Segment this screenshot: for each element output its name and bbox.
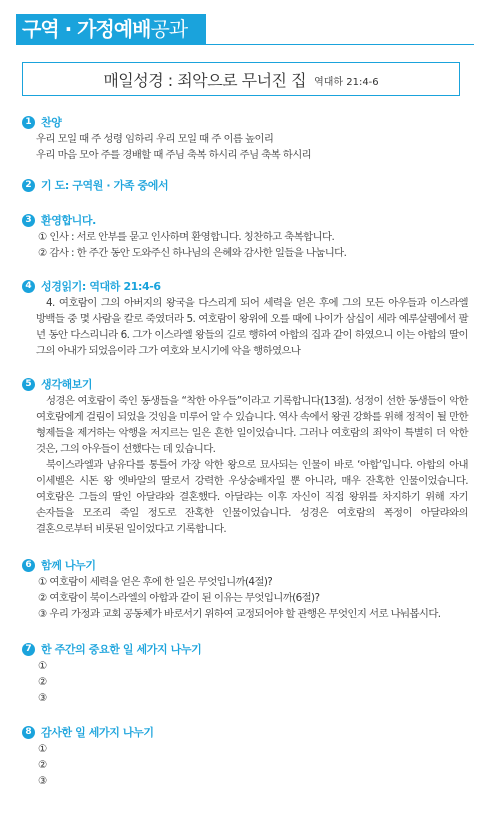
welcome-line: ① 인사 : 서로 안부를 묻고 인사하며 환영합니다. 칭찬하고 축복합니다. — [38, 231, 335, 243]
praise-line: 우리 마음 모아 주를 경배할 때 주님 축복 하시리 주님 축복 하시리 — [36, 149, 312, 161]
sharing-question: ① 여호람이 세력을 얻은 후에 한 일은 무엇입니까(4절)? — [38, 576, 273, 588]
section-praise — [22, 114, 468, 163]
section-title: 환영합니다. — [41, 214, 96, 227]
welcome-line: ② 감사 : 한 주간 동안 도와주신 하나님의 은혜와 감사한 일들을 나눕니다. — [38, 247, 347, 259]
section-title: 감사한 일 세가지 나누기 — [41, 726, 154, 739]
sharing-question: ② 여호람이 북이스라엘의 아합과 같이 된 이유는 무엇입니까(6절)? — [38, 592, 320, 604]
section-number-badge: 3 — [22, 214, 35, 227]
header-divider — [16, 44, 474, 45]
scripture-reference: 역대하 21:4-6 — [314, 77, 379, 88]
section-prayer — [22, 177, 468, 193]
blank-item: ① — [38, 660, 47, 672]
section-gratitude — [22, 724, 468, 789]
section-number-badge: 4 — [22, 280, 35, 293]
header-title-bold: 구역 · 가정예배 — [22, 17, 151, 41]
section-title: 찬양 — [41, 116, 62, 129]
lesson-title: 매일성경 : 죄악으로 무너진 집 — [103, 70, 307, 90]
sharing-question: ③ 우리 가정과 교회 공동체가 바로서기 위하여 교정되어야 할 관행은 무엇인지 서로 나눠봅시다. — [38, 608, 441, 620]
section-title: 성경읽기: 역대하 21:4-6 — [41, 280, 161, 293]
section-title: 생각해보기 — [41, 378, 93, 391]
section-number-badge: 8 — [22, 726, 35, 739]
blank-item: ② — [38, 676, 47, 688]
header-title — [22, 15, 187, 43]
reflection-paragraph: 북이스라엘과 남유다를 통틀어 가장 악한 왕으로 묘사되는 인물이 바로 ‘아합’입니다. 아합의 아내 이세벨은 시돈 왕 엣바알의 딸로서 강력한 우상숭배자일 뿐 아니라, 매우 잔혹한 인물이었습니다. 여호람은 그들의 딸인 아달랴와 결혼했다. 아달랴는 이후 자신이 직접 왕위를 차지하기 위해 자기 손자들을 모조리 죽일 정도로 잔혹한 인물이었습니다. 성경은 여호람의 폭정이 아달랴와의 결혼으로부터 비롯된 일이었다고 기록합니다. — [36, 459, 468, 535]
lesson-title-box — [22, 62, 460, 96]
praise-line: 우리 모일 때 주 성령 임하리 우리 모일 때 주 이름 높이리 — [36, 133, 274, 145]
reflection-paragraph: 성경은 여호람이 죽인 동생들을 “착한 아우들”이라고 기록합니다(13절). 성정이 선한 동생들이 악한 여호람에게 걸림이 되었을 것임을 미루어 알 수 있습니다. 역사 속에서 왕권 강화를 위해 정적이 될 만한 형제들을 제거하는 악행을 저지르는 일은 흔한 일이었습니다. 그러나 여호람의 죄악이 특별히 더 악한 것은, 그의 아우들이 선했다는 데 있습니다. — [36, 395, 468, 455]
section-number-badge: 6 — [22, 559, 35, 572]
section-title: 기 도: 구역원 · 가족 중에서 — [41, 179, 169, 192]
section-welcome — [22, 212, 468, 261]
section-number-badge: 7 — [22, 643, 35, 656]
blank-item: ③ — [38, 775, 47, 787]
scripture-text: 4. 여호람이 그의 아버지의 왕국을 다스리게 되어 세력을 얻은 후에 그의 모든 아우들과 이스라엘 방백들 중 몇 사람을 칼로 죽였더라 5. 여호람이 왕위에 오를 때에 나이가 삼십이 세라 예루살렘에서 팔 년 동안 다스리니라 6. 그가 이스라엘 왕들의 길로 행하여 아합의 집과 같이 하였으니 이는 아합의 딸이 그의 아내가 되었음이라 그가 여호와 보시기에 악을 행하였으나 — [36, 297, 468, 357]
section-number-badge: 1 — [22, 116, 35, 129]
blank-item: ② — [38, 759, 47, 771]
blank-item: ① — [38, 743, 47, 755]
section-title: 한 주간의 중요한 일 세가지 나누기 — [41, 643, 202, 656]
section-reflection — [22, 376, 468, 537]
section-scripture-reading — [22, 278, 468, 359]
section-sharing — [22, 557, 468, 622]
section-number-badge: 2 — [22, 179, 35, 192]
section-number-badge: 5 — [22, 378, 35, 391]
blank-item: ③ — [38, 692, 47, 704]
section-title: 함께 나누기 — [41, 559, 96, 572]
section-weekly-events — [22, 641, 468, 706]
header-title-light: 공과 — [150, 17, 188, 41]
